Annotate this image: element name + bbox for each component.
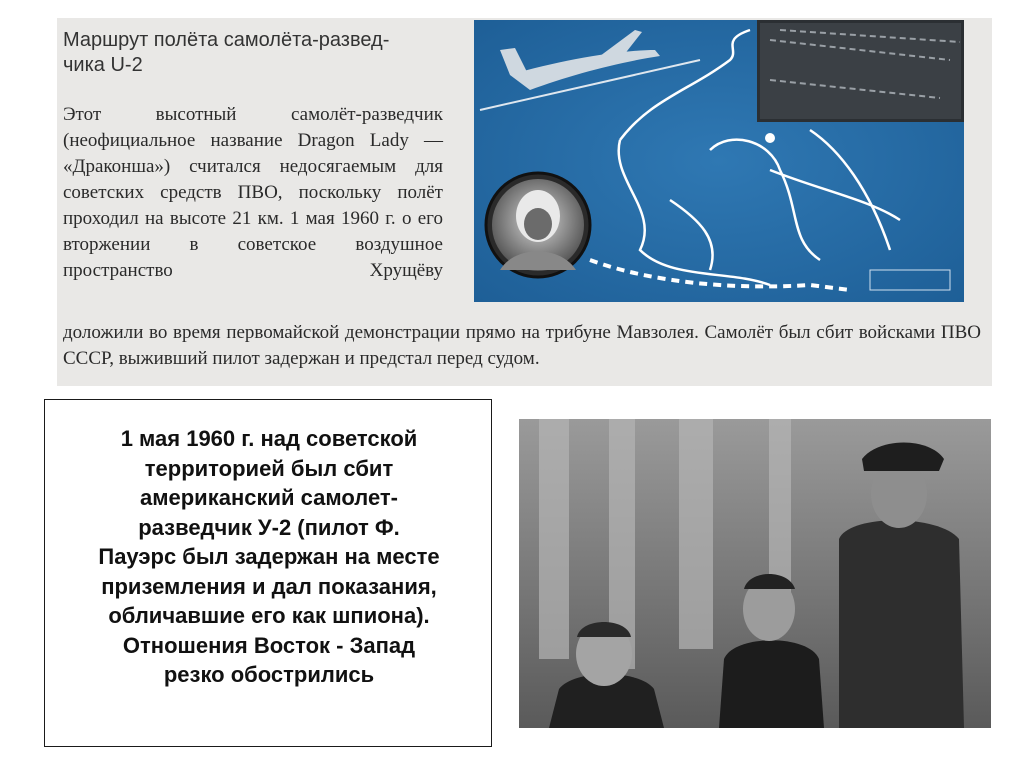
callout-text: 1 мая 1960 г. над советской территорией был сбит американский самолет- разведчик У-2 (пилот Ф. Пауэрс был задержан на месте приземления и дал показания, обличавшие его как шпиона). Отношения Восток - Запад резко обострились	[98, 426, 440, 687]
courtroom-photo-icon	[519, 419, 991, 728]
flight-route-map-figure	[470, 20, 968, 304]
excerpt-title: Маршрут полёта самолёта-развед- чика U-2	[63, 29, 390, 76]
flight-route-map-icon	[470, 20, 968, 304]
aerial-photo-icon	[757, 20, 964, 122]
pilot-portrait-icon	[486, 173, 590, 277]
trial-photo	[519, 419, 991, 728]
excerpt-body: Этот высотный самолёт-разведчик (неофициальное название Dragon Lady — «Драконша») считался недосягаемым для советских средств ПВО, поскольку полёт проходил на высоте 21 км. 1 мая 1960 г. о его вторжении в советское воздушное пространство Хрущёву	[63, 104, 443, 281]
summary-callout-box	[44, 399, 492, 747]
excerpt-body-continuation: доложили во время первомайской демонстрации прямо на трибуне Мавзолея. Самолёт был сбит войсками ПВО СССР, выживший пилот задержан и предстал перед судом.	[63, 322, 981, 369]
